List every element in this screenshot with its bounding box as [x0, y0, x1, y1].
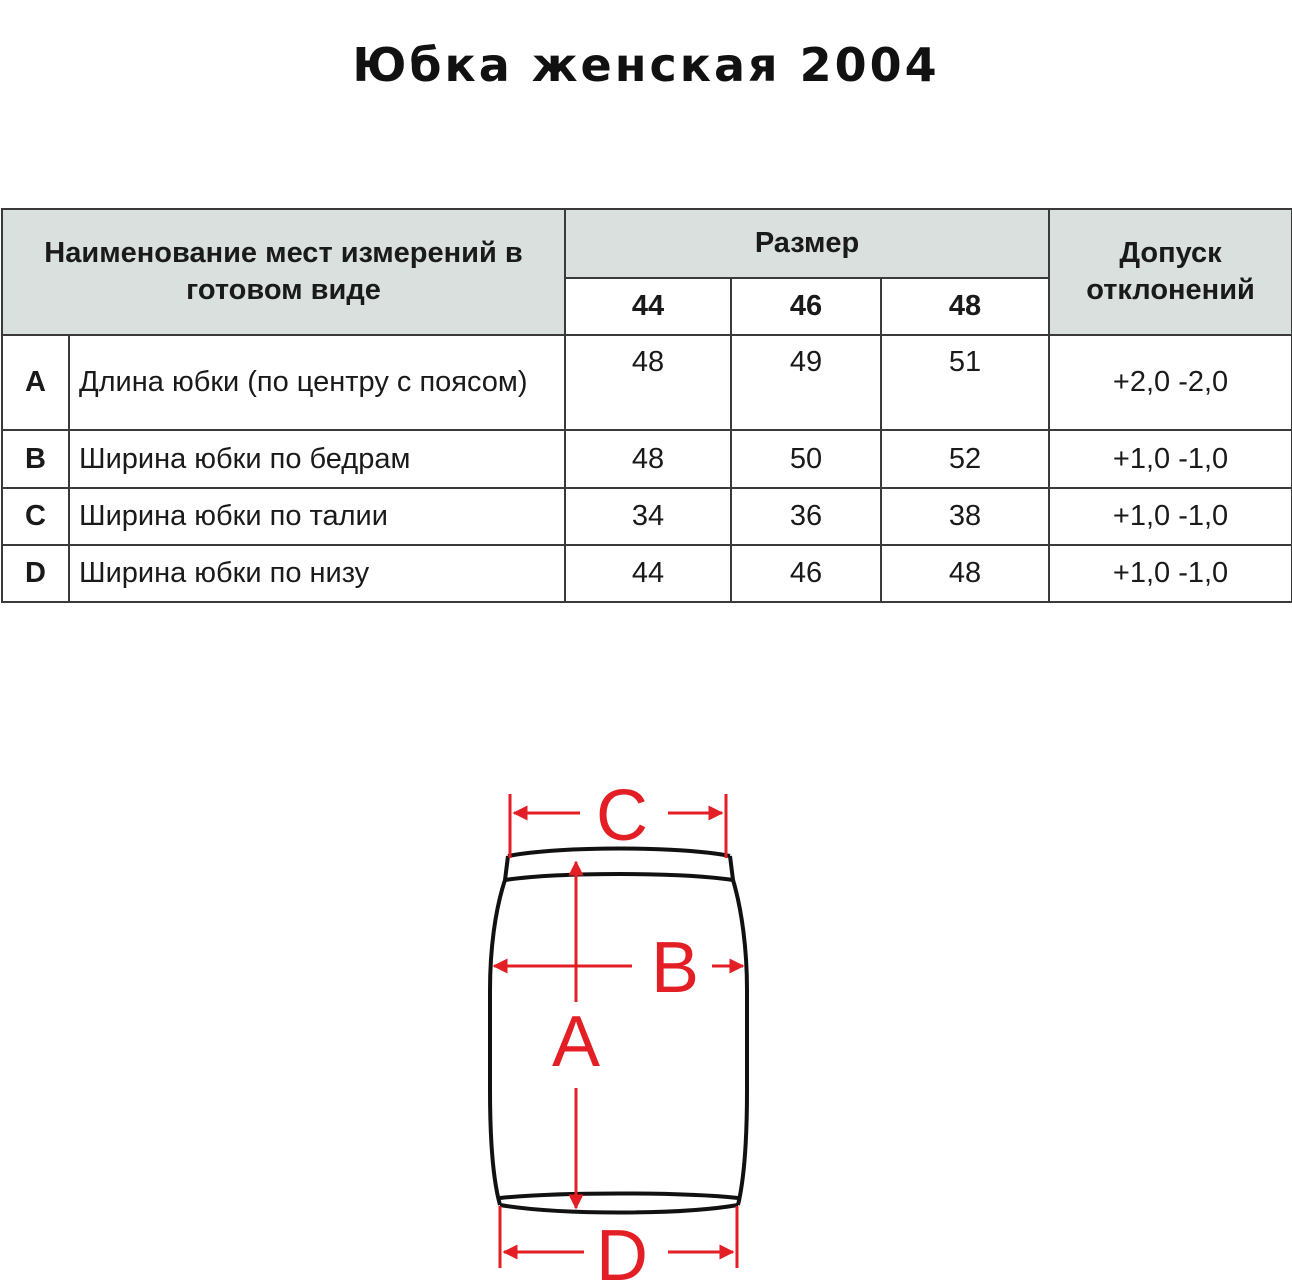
header-measurement-name: Наименование мест измерений в готовом виде [2, 209, 565, 335]
hem-bottom [500, 1205, 738, 1213]
row-letter: A [2, 335, 69, 430]
header-size-48: 48 [881, 278, 1049, 335]
row-value-44: 48 [565, 430, 731, 488]
row-value-44: 34 [565, 488, 731, 545]
row-tolerance: +1,0 -1,0 [1049, 488, 1292, 545]
row-value-48: 38 [881, 488, 1049, 545]
row-value-44: 48 [565, 335, 731, 430]
label-b: B [650, 928, 700, 1008]
hem-top [500, 1194, 738, 1199]
row-value-48: 52 [881, 430, 1049, 488]
page-title: Юбка женская 2004 [352, 38, 940, 92]
row-name: Ширина юбки по талии [69, 488, 565, 545]
header-size-46: 46 [731, 278, 881, 335]
row-value-46: 49 [731, 335, 881, 430]
skirt-outline [490, 849, 747, 1213]
header-size-44: 44 [565, 278, 731, 335]
row-tolerance: +1,0 -1,0 [1049, 430, 1292, 488]
row-tolerance: +1,0 -1,0 [1049, 545, 1292, 602]
row-name: Ширина юбки по бедрам [69, 430, 565, 488]
header-size-group: Размер [565, 209, 1049, 278]
row-value-46: 50 [731, 430, 881, 488]
row-name: Ширина юбки по низу [69, 545, 565, 602]
row-value-48: 51 [881, 335, 1049, 430]
row-value-44: 44 [565, 545, 731, 602]
row-tolerance: +2,0 -2,0 [1049, 335, 1292, 430]
label-d: D [596, 1216, 648, 1280]
row-letter: B [2, 430, 69, 488]
row-letter: C [2, 488, 69, 545]
label-c: C [596, 776, 648, 856]
label-a: A [551, 1002, 601, 1082]
skirt-right-side [730, 856, 747, 1205]
header-tolerance: Допуск отклонений [1049, 209, 1292, 335]
row-name: Длина юбки (по центру с поясом) [69, 335, 565, 430]
row-value-46: 46 [731, 545, 881, 602]
skirt-left-side [490, 856, 508, 1205]
row-value-48: 48 [881, 545, 1049, 602]
row-value-46: 36 [731, 488, 881, 545]
row-letter: D [2, 545, 69, 602]
waistband-bottom [505, 874, 733, 880]
